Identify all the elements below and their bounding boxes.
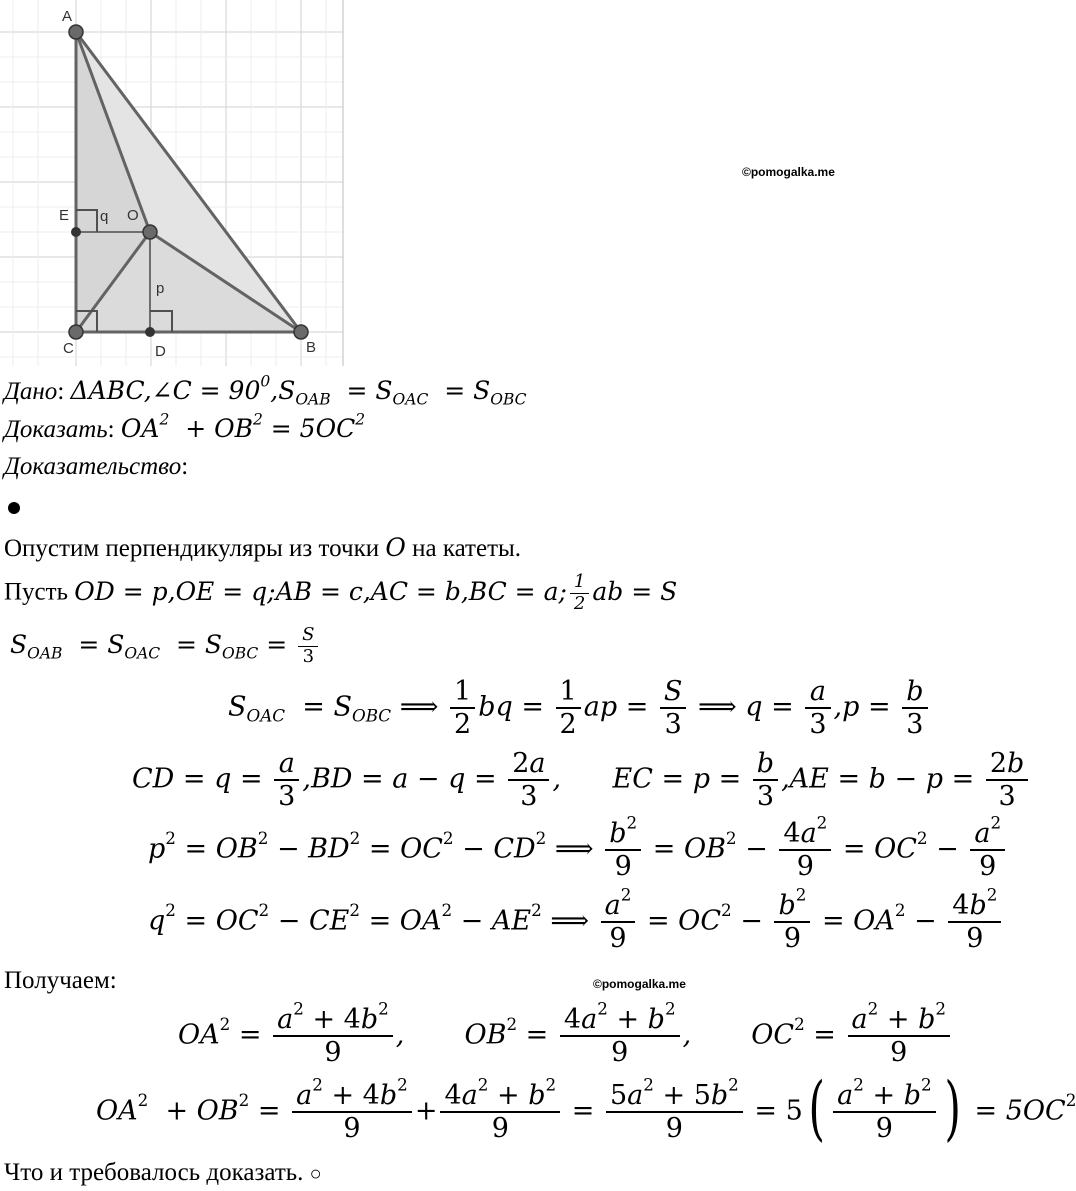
label-a: A bbox=[62, 8, 73, 25]
step1 bbox=[4, 533, 521, 563]
proof-line: Доказательство: bbox=[4, 453, 189, 480]
conclusion-text: Что и требовалось доказать. bbox=[4, 1159, 304, 1186]
point-c bbox=[69, 325, 83, 339]
label-d: D bbox=[155, 343, 166, 360]
label-c: C bbox=[63, 340, 74, 357]
step1-tail: на катеты. bbox=[412, 535, 522, 562]
conclusion-line bbox=[4, 1159, 322, 1187]
step2 bbox=[4, 572, 677, 614]
equation-1: $S_{OAC} = S_{OBC}$ ⟹ $\frac{1}{2}$ bq = $\frac{1}{2}$ ap = $\frac{S}{3}$ ⟹ q = $\frac{a}{3}$ ,p = $\frac{b}{3}$ bbox=[228, 676, 931, 740]
point-d bbox=[145, 327, 155, 337]
end-mark: ○ bbox=[309, 1163, 322, 1185]
label-p: p bbox=[156, 280, 165, 297]
given-math: ΔABC,∠C = $90^0,S_{OAB} = S_{OAC} = S_{OBC}$ bbox=[70, 372, 527, 409]
label-q: q bbox=[100, 208, 109, 225]
label-b: B bbox=[306, 339, 317, 356]
label-e: E bbox=[59, 207, 70, 224]
given-label: Дано bbox=[4, 378, 58, 405]
prove-label: Доказать bbox=[4, 416, 108, 443]
step1-point: O bbox=[385, 533, 406, 562]
step2-math: OD = p,OE = q;AB = c,AC = b,BC = a; $\frac{1}{2}$ ab = S bbox=[74, 571, 678, 614]
prove-math: $OA^2 + OB^2 = 5OC^2$ bbox=[120, 410, 366, 443]
label-o: O bbox=[127, 207, 139, 224]
step3-math: $S_{OAB} = S_{OAC} = S_{OBC}$ = $\frac{S}{3}$ bbox=[10, 630, 321, 659]
get-label: Получаем: bbox=[4, 967, 117, 994]
point-e bbox=[71, 227, 81, 237]
point-b bbox=[294, 325, 308, 339]
equation-5: $OA^2$ = $\frac{a^2 + 4b^2}{9}$ , $OB^2$ = $\frac{4a^2 + b^2}{9}$ , $OC^2$ = $\frac{a^2 + b^2}{9}$ bbox=[178, 1004, 953, 1068]
step3 bbox=[10, 625, 321, 667]
step1-text: Опустим перпендикуляры из точки bbox=[4, 535, 380, 562]
point-o bbox=[143, 225, 157, 239]
prove-line: Доказать: $OA^2 + OB^2 = 5OC^2$ bbox=[4, 410, 366, 443]
equation-2: CD = q = $\frac{a}{3}$ ,BD = a − q = $\frac{2a}{3}$ , EC = p = $\frac{b}{3}$ ,AE = b − p = $\frac{2b}{3}$ bbox=[132, 748, 1031, 812]
watermark-middle: ©pomogalka.me bbox=[593, 977, 686, 991]
point-a bbox=[69, 25, 83, 39]
equation-3: $p^2 = OB^2 - BD^2 = OC^2 - CD^2$ ⟹ $\frac{b^2}{9}$ = $OB^2$ − $\frac{4a^2}{9}$ = $OC^2$ − $\frac{a^2}{9}$ bbox=[148, 818, 1008, 882]
triangle-figure bbox=[0, 0, 345, 370]
equation-4: $q^2 = OC^2 - CE^2 = OA^2 - AE^2$ ⟹ $\frac{a^2}{9}$ = $OC^2$ − $\frac{b^2}{9}$ = $OA^2$ − $\frac{4b^2}{9}$ bbox=[148, 890, 1004, 954]
proof-label: Доказательство bbox=[4, 453, 182, 480]
watermark-top: ©pomogalka.me bbox=[742, 165, 835, 179]
given-line: Дано: ΔABC,∠C = $90^0,S_{OAB} = S_{OAC} = S_{OBC}$ bbox=[4, 372, 527, 409]
bullet bbox=[8, 502, 20, 514]
equation-6: $OA^2 + OB^2$ = $\frac{a^2 + 4b^2}{9}$ + $\frac{4a^2 + b^2}{9}$ = $\frac{5a^2 + 5b^2}{9}$ = 5( $\frac{a^2 + b^2}{9}$ ) = $5OC^2$ bbox=[96, 1067, 1076, 1150]
step2-text: Пусть bbox=[4, 578, 68, 606]
